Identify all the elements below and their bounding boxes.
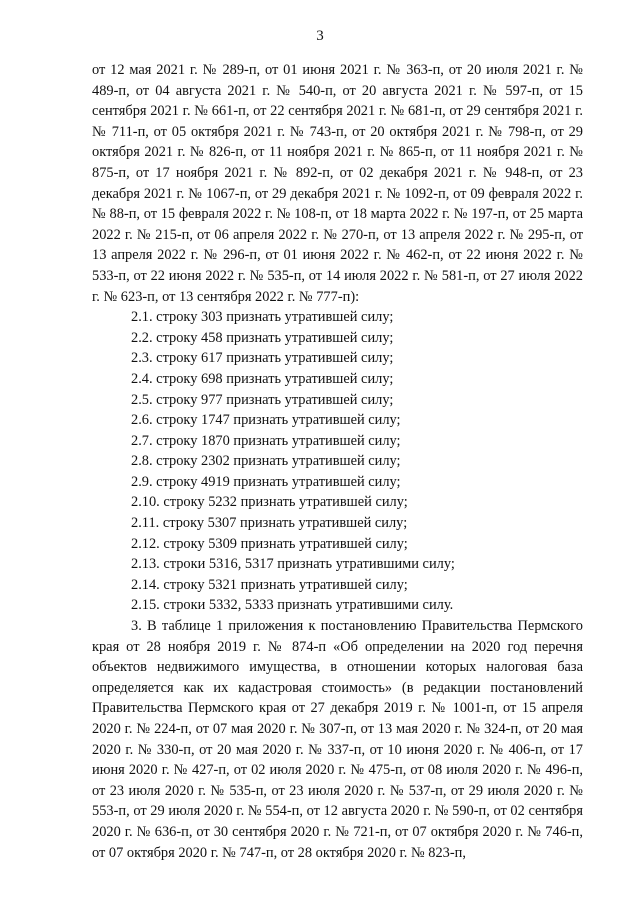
list-item: 2.14. строку 5321 признать утратившей силу; [131,576,408,593]
list-item: 2.13. строки 5316, 5317 признать утратившими силу; [131,556,455,573]
list-item: 2.6. строку 1747 признать утратившей силу; [131,412,401,429]
list-item: 2.1. строку 303 признать утратившей силу; [131,309,394,326]
list-item: 2.2. строку 458 признать утратившей силу; [131,329,394,346]
page-number: 3 [316,28,324,44]
list-item: 2.15. строки 5332, 5333 признать утратившими силу. [131,597,454,614]
list-item: 2.12. строку 5309 признать утратившей силу; [131,535,408,552]
document-body [92,60,583,863]
list-item: 2.11. строку 5307 признать утратившей силу; [131,515,408,532]
amendment-list [92,307,583,616]
list-item: 2.8. строку 2302 признать утратившей силу; [131,453,401,470]
list-item: 2.10. строку 5232 признать утратившей силу; [131,494,408,511]
list-item: 2.3. строку 617 признать утратившей силу; [131,350,394,367]
list-item: 2.5. строку 977 признать утратившей силу; [131,391,394,408]
list-item: 2.4. строку 698 признать утратившей силу; [131,370,394,387]
section-3-paragraph: 3. В таблице 1 приложения к постановлению Правительства Пермского края от 28 ноября 2019 г. № 874-п «Об определении на 2020 год перечня объектов недвижимого имущества, в отношении которых налоговая база определяется как их кадастровая стоимость» (в редакции постановлений Правительства Пермского края от 27 декабря 2019 г. № 1001-п, от 15 апреля 2020 г. № 224-п, от 07 мая 2020 г. № 307-п, от 13 мая 2020 г. № 324-п, от 20 мая 2020 г. № 330-п, от 20 мая 2020 г. № 337-п, от 10 июня 2020 г. № 406-п, от 17 июня 2020 г. № 427-п, от 02 июля 2020 г. № 475-п, от 08 июля 2020 г. № 496-п, от 23 июля 2020 г. № 535-п, от 23 июля 2020 г. № 537-п, от 29 июля 2020 г. № 553-п, от 29 июля 2020 г. № 554-п, от 12 августа 2020 г. № 590-п, от 02 сентября 2020 г. № 636-п, от 30 сентября 2020 г. № 721-п, от 07 октября 2020 г. № 746-п, от 07 октября 2020 г. № 747-п, от 28 октября 2020 г. № 823-п, [92,618,583,861]
list-item: 2.7. строку 1870 признать утратившей силу; [131,432,401,449]
intro-paragraph: от 12 мая 2021 г. № 289-п, от 01 июня 2021 г. № 363-п, от 20 июля 2021 г. № 489-п, от 04 августа 2021 г. № 540-п, от 20 августа 2021 г. № 597-п, от 15 сентября 2021 г. № 661-п, от 22 сентября 2021 г. № 681-п, от 29 сентября 2021 г. № 711-п, от 05 октября 2021 г. № 743-п, от 20 октября 2021 г. № 798-п, от 29 октября 2021 г. № 826-п, от 11 ноября 2021 г. № 865-п, от 11 ноября 2021 г. № 875-п, от 17 ноября 2021 г. № 892-п, от 02 декабря 2021 г. № 948-п, от 23 декабря 2021 г. № 1067-п, от 29 декабря 2021 г. № 1092-п, от 09 февраля 2022 г. № 88-п, от 15 февраля 2022 г. № 108-п, от 18 марта 2022 г. № 197-п, от 25 марта 2022 г. № 215-п, от 06 апреля 2022 г. № 270-п, от 13 апреля 2022 г. № 295-п, от 13 апреля 2022 г. № 296-п, от 01 июня 2022 г. № 462-п, от 22 июня 2022 г. № 533-п, от 22 июня 2022 г. № 535-п, от 14 июля 2022 г. № 581-п, от 27 июля 2022 г. № 623-п, от 13 сентября 2022 г. № 777-п): [92,62,583,305]
list-item: 2.9. строку 4919 признать утратившей силу; [131,473,401,490]
